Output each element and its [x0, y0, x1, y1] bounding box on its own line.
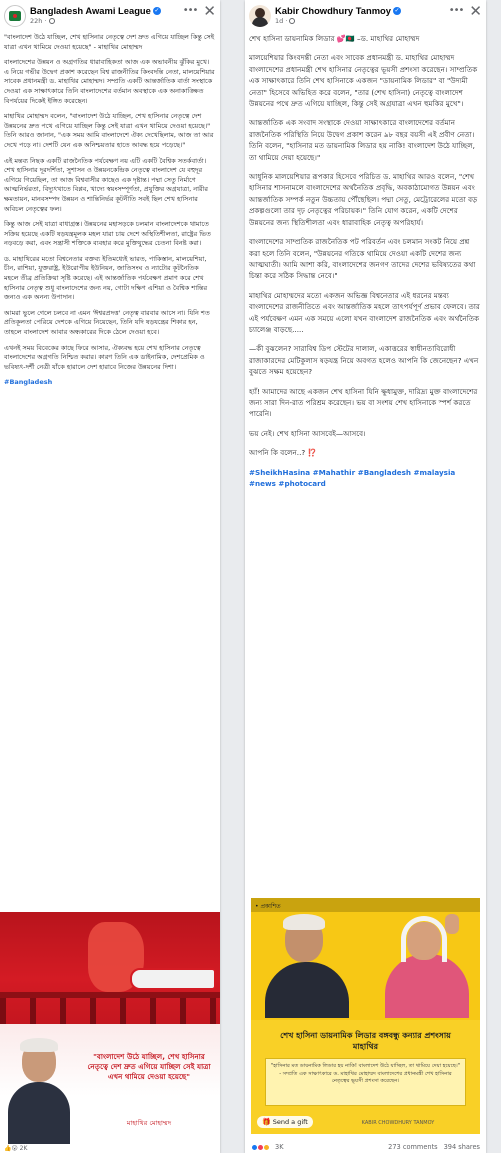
post-paragraph: আন্তর্জাতিক এক সংবাদ সংস্থাকে দেওয়া সাক্ষাৎকারে বাংলাদেশের বর্তমান রাজনৈতিক পরিস্থিতি নিয়ে উদ্বেগ প্রকাশ করেন ৯৮ বছর বয়সী এই প্রবীণ নেতা। তিনি বলেন, "হাসিনার মত ডায়নামিক লিডার হয় নাকি! বাংলাদেশ উঠে যাচ্ছিল, তা থামিয়ে দেয়া হয়েছে।"	[249, 118, 475, 162]
photo-hair	[283, 914, 325, 930]
metro-train-graphic	[130, 968, 216, 990]
post-paragraph: হ্যাঁ! আমাদের আছে একজন শেখ হাসিনা যিনি ক্ষুধামুক্ত, দারিদ্র্য মুক্ত বাংলাদেশের জন্য সারা দিন-রাত পরিশ্রম করেছেন। ভয় বা সংশয় শেখ হাসিনাকে স্পর্শ করতে পারেনি।	[249, 386, 478, 419]
reactions-count[interactable]: 3K	[275, 1143, 284, 1151]
post-body	[0, 29, 220, 388]
author-name[interactable]: Bangladesh Awami League	[30, 5, 151, 16]
gift-icon: 🎁	[262, 1118, 271, 1126]
post-time[interactable]: 22h ·	[30, 17, 47, 25]
post-paragraph: বাংলাদেশের উন্নয়ন ও অগ্রগতির ধারাবাহিকতা আজ এক অভাবনীয় ঝুঁকির মুখে। এ নিয়ে গভীর উদ্বেগ প্রকাশ করেছেন বিশ্ব রাজনীতির কিংবদন্তি নেতা, মালয়েশিয়ার সাবেক প্রধানমন্ত্রী ড. মাহাথির মোহাম্মদ। সম্প্রতি একটি আন্তর্জাতিক বার্তা সংস্থাকে দেওয়া এক সাক্ষাৎকারে তিনি বাংলাদেশের বর্তমান অবস্থাকে এক অনাকাঙ্ক্ষিত বিপর্যয়ের দিকেই ইঙ্গিত করেছেন।	[4, 58, 215, 105]
hasina-photo	[375, 914, 475, 1018]
image-quote: "বাংলাদেশ উঠে যাচ্ছিল, শেখ হাসিনার নেতৃত্বে দেশ দ্রুত এগিয়ে যাচ্ছিল সেই যাত্রা এখন থামিয়ে দেওয়া হয়েছে"	[87, 1052, 211, 1081]
author-row	[30, 5, 183, 16]
photo-body	[385, 954, 469, 1018]
close-icon[interactable]: ✕	[203, 2, 216, 20]
photocard-credit: KABIR CHOWDHURY TANMOY	[361, 1120, 435, 1126]
post-paragraph: বাংলাদেশের সাম্প্রতিক রাজনৈতিক পট পরিবর্তন এবং চলমান সংকট নিয়ে প্রশ্ন করা হলে তিনি বলেন, "উন্নয়নের গতিকে থামিয়ে দেওয়া একটি দেশের জন্য আত্মঘাতী। আমি আশা করি, বাংলাদেশের জনগণ তাদের দেশের ভবিষ্যতের কথা চিন্তা করে সঠিক সিদ্ধান্ত নেবে।"	[249, 237, 476, 281]
photocard-image[interactable]	[251, 898, 480, 1134]
photo-veil	[401, 916, 447, 962]
post-footer	[245, 1141, 486, 1153]
mahathir-photo	[259, 914, 355, 1018]
post-meta	[30, 17, 183, 25]
more-options-icon[interactable]: •••	[448, 5, 464, 16]
send-gift-label: Send a gift	[272, 1118, 308, 1126]
post-image[interactable]	[0, 912, 220, 1144]
portrait-hair	[20, 1038, 58, 1052]
hashtag-links[interactable]: #SheikhHasina #Mahathir #Bangladesh #malaysia #news #photocard	[249, 467, 456, 488]
post-bangladesh-awami-league	[0, 0, 220, 1153]
hashtag-link[interactable]: #Bangladesh	[4, 378, 53, 387]
portrait-body	[8, 1082, 70, 1144]
bridge-piers-graphic	[0, 998, 220, 1024]
shares-count[interactable]: 394 shares	[443, 1143, 480, 1151]
verified-badge-icon: ✓	[154, 6, 160, 14]
post-paragraph: —কী বুঝলেন? সারাবিশ্ব ডিপ স্টেটের দালাল, একাত্তরের স্বাধীনতাবিরোধী রাজাকারদের মেটিকুলাস ষড়যন্ত্র নিয়ে অবগত হলেও আপনি কি জেনেছেন? এখন বুঝতে সক্ষম হয়েছেন?	[249, 344, 479, 377]
mahathir-portrait	[6, 1038, 72, 1144]
profile-avatar[interactable]	[249, 5, 271, 27]
post-paragraph: কিন্তু আজ সেই যাত্রা বাধাগ্রস্ত। উন্নয়নের মহাসড়কে চলমান বাংলাদেশকে থামাতে সক্রিয় হয়েছে একটি ষড়যন্ত্রমূলক মহল যারা চায় দেশে অস্থিতিশীলতা, রাষ্ট্রের ভিত নড়বড়ে করা, এবং সন্ত্রাসী শক্তিকে ব্যবহার করে মুক্তিযুদ্ধের চেতনা বিনষ্ট করা।	[4, 220, 211, 248]
close-icon[interactable]: ✕	[469, 2, 482, 20]
image-banner	[0, 912, 220, 1024]
photocard-header: • প্রকাশিত	[251, 898, 480, 912]
send-gift-button[interactable]	[257, 1116, 313, 1128]
post-paragraph: আপনি কি বলেন..? ⁉️	[249, 448, 317, 458]
verified-badge-icon: ✓	[394, 6, 400, 14]
post-paragraph: এখনই সময় বিবেকের কাছে ফিরে আসার, ঐক্যবদ্ধ হয়ে শেখ হাসিনার নেতৃত্বে বাংলাদেশের অগ্রগতি নিশ্চিত করার। কারণ তিনি এক ডাইনামিক, দেশপ্রেমিক ও ভবিষ্যৎ-দর্শী নেত্রী যাঁকে হারালে দেশ হারাবে নিজের উন্নয়নের দিশা।	[4, 343, 205, 371]
post-paragraph: মাহাথির মোহাম্মদের মতো একজন অভিজ্ঞ বিশ্বনেতার এই ধরনের মন্তব্য বাংলাদেশের রাজনীতিতে এবং আন্তর্জাতিক মহলে তাৎপর্যপূর্ণ প্রভাব ফেলবে। তার এই পর্যবেক্ষণ এমন এক সময়ে এলো যখন বাংলাদেশ রাজনৈতিক এবং অর্থনৈতিক চ্যালেঞ্জ বাড়ছে.....	[249, 290, 480, 334]
header-text	[275, 5, 449, 25]
post-kabir-chowdhury-tanmoy	[245, 0, 486, 1153]
post-meta	[275, 17, 449, 25]
photocard-body: "হাসিনার মত ডায়নামিক লিডার হয় নাকি! বাংলাদেশ উঠে যাচ্ছিল, তা থামিয়ে দেয়া হয়েছে।" - সম্প্রতি এক সাক্ষাৎকারে ড. মাহাথির মোহাম্মদ বাংলাদেশের প্রধানমন্ত্রী শেখ হাসিনার নেতৃত্বের ভূয়সী প্রশংসা করেছেন।	[265, 1058, 466, 1106]
post-paragraph: আমরা ভুলে গেলে চলবে না এমন 'ঈশ্বরপ্রদত্ত' নেতৃত্ব বারবার আসে না। যিনি শত প্রতিকূলতা পেরিয়ে দেশকে এগিয়ে নিয়েছেন, তিনি যদি ষড়যন্ত্রের শিকার হন, তাহলে বাংলাদেশ আবার অন্ধকারের দিকে ঠেলে দেওয়া হবে।	[4, 308, 210, 337]
globe-icon	[49, 18, 55, 24]
post-header	[0, 0, 220, 29]
post-paragraph: "বাংলাদেশ উঠে যাচ্ছিল, শেখ হাসিনার নেতৃত্বে দেশ দ্রুত এগিয়ে যাচ্ছিল কিন্তু সেই যাত্রা এখন থামিয়ে দেওয়া হয়েছে" - মাহাথির মোহাম্মদ	[4, 33, 215, 51]
page-avatar[interactable]	[4, 5, 26, 27]
globe-icon	[289, 18, 295, 24]
image-quote-author: মাহাথির মোহাম্মদ	[126, 1119, 172, 1127]
post-paragraph: ভয় নেই। শেখ হাসিনা আসবেই—আসবে।	[249, 428, 366, 438]
photo-raised-hand	[445, 914, 459, 934]
post-body	[245, 29, 486, 489]
post-paragraph: শেখ হাসিনা ডায়নামিক লিডার 💕🇧🇩 –ড. মাহাথির মোহাম্মদ	[249, 34, 420, 43]
photo-body	[265, 962, 349, 1018]
post-paragraph: এই মন্তব্য নিছক একটি রাজনৈতিক পর্যবেক্ষণ নয় এটি একটি বৈশ্বিক সতর্কবার্তা। শেখ হাসিনার দূরদর্শিতা, সুশাসন ও উন্নয়নকেন্দ্রিক নেতৃত্বে বাংলাদেশ যে বহুদূর এগিয়ে গিয়েছিল, তা আজ বিশ্ববাসীর কাছেও এক দৃষ্টান্ত। পদ্মা সেতু নির্মাণে আত্মনির্ভরতা, বিদ্যুৎখাতে বিপ্লব, খাদ্যে স্বয়ংসম্পূর্ণতা, প্রযুক্তির অগ্রযাত্রা, নারীর ক্ষমতায়ন, মানবসম্পদ উন্নয়ন ও শান্তিনির্ভর কূটনীতি সবই ছিল শেখ হাসিনার অবিচল নেতৃত্বের ফল।	[4, 156, 208, 213]
haha-reaction-icon	[263, 1144, 270, 1151]
author-row	[275, 5, 449, 16]
reactions-summary[interactable]: 👍😮 2K	[4, 1145, 28, 1152]
header-text	[30, 5, 183, 25]
photocard-title: শেখ হাসিনা ডায়নামিক লিডার বঙ্গবন্ধু কন্যার প্রশংসায় মাহাথির	[280, 1031, 451, 1051]
post-paragraph: মালয়েশিয়ার কিংবদন্তী নেতা এবং সাবেক প্রধানমন্ত্রী ড. মাহাথির মোহাম্মদ বাংলাদেশের প্রধানমন্ত্রী শেখ হাসিনার নেতৃত্বের ভূয়সী প্রশংসা করেছেন। সাম্প্রতিক এক সাক্ষাৎকারে তিনি শেখ হাসিনাকে একজন "ডায়নামিক লিডার" বা "উদ্যমী নেতা" হিসেবে অভিহিত করে বলেন, "তার (শেখ হাসিনা) নেতৃত্বে বাংলাদেশ উন্নয়নের পথে দ্রুত এগিয়ে যাচ্ছিল, কিন্তু সেই অগ্রযাত্রা এখন হুমকির মুখে"।	[249, 53, 478, 109]
author-name[interactable]: Kabir Chowdhury Tanmoy	[275, 5, 391, 16]
post-paragraph: মাহাথির মোহাম্মদ বলেন, "বাংলাদেশ উঠে যাচ্ছিল, শেখ হাসিনার নেতৃত্বে দেশ উন্নয়নের দ্রুত পথে এগিয়ে যাচ্ছিল কিন্তু সেই যাত্রা এখন থামিয়ে দেওয়া হয়েছে।" তিনি আরও জানান, "এক সময় আমি বাংলাদেশে ঐক্য দেখেছিলাম, আজ তা আর দেখে পড়ে না। দেশটি যেন এক অনিশ্চয়তার হাতে আবদ্ধ হয়ে পড়েছে।"	[4, 112, 214, 149]
post-paragraph: আধুনিক মালয়েশিয়ার রূপকার হিসেবে পরিচিত ড. মাহাথির আরও বলেন, "শেখ হাসিনার শাসনামলে বাংলাদেশের অর্থনৈতিক প্রবৃদ্ধি, অবকাঠামোগত উন্নয়ন এবং আন্তর্জাতিক সম্পর্ক নতুন উচ্চতায় পৌঁছেছিল। পদ্মা সেতু, মেট্রোরেলের মতো বড় প্রকল্পগুলো তার দৃঢ় নেতৃত্বের পরিচায়ক।" তিনি যোগ করেন, একটি দেশের উন্নয়নের জন্য স্থিতিশীলতা এবং ধারাবাহিক নেতৃত্ব অপরিহার্য।	[249, 172, 478, 227]
comments-count[interactable]: 273 comments	[388, 1143, 438, 1151]
post-footer	[0, 1144, 220, 1153]
reactions-icons[interactable]	[251, 1144, 269, 1151]
post-header	[245, 0, 486, 29]
post-paragraph: ড. মাহাথিরের মতো বিশ্বনেতার বক্তব্য ইতিমধ্যেই ভারত, পাকিস্তান, মালয়েশিয়া, চীন, রাশিয়া, যুক্তরাষ্ট্র, ইউরোপীয় ইউনিয়ন, জাতিসংঘ ও ন্যাটোর কূটনৈতিক মহলে তীব্র প্রতিক্রিয়া সৃষ্টি করেছে। এই আন্তর্জাতিক পর্যবেক্ষণ প্রমাণ করে শেখ হাসিনার নেতৃত্ব শুধু বাংলাদেশের জন্য নয়, গোটা দক্ষিণ এশিয়া ও বৈশ্বিক শান্তির জন্যও এক অনন্য উপাদান।	[4, 254, 208, 302]
post-time[interactable]: 1d ·	[275, 17, 288, 25]
more-options-icon[interactable]: •••	[182, 5, 198, 16]
